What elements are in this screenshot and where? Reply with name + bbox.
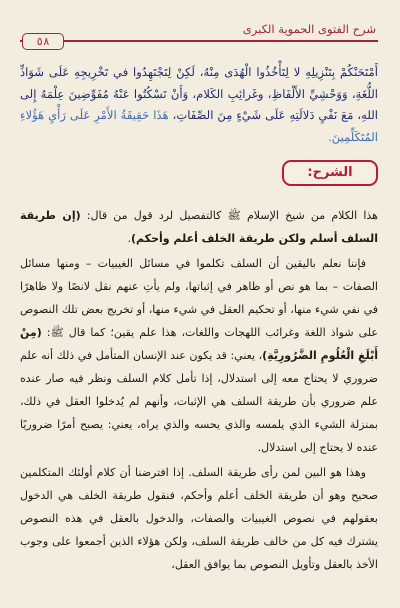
p2-text-c: ، يعني: قد يكون عند الإنسان المتأمل في ذلك أنه علم ضروري لا يحتاج معه إلى استدلال، إذا تأمل كلام السلف ونظر فيه صار عنده علم ضروري بأن طريقة السلف هي الإثبات، وأنهم لم يُدخلوا العقل في ذلك، بمنزلة الشيء الذي يلمسه والذي يحسه والذي يراه، يعني: يصبح أمرًا ضروريًا عنده لا يحتاج إلى استدلال.	[20, 349, 378, 454]
section-heading: الشرح:	[282, 160, 378, 186]
page-header	[20, 0, 378, 46]
header-rule	[20, 40, 378, 42]
p1-text-c: .	[127, 232, 132, 245]
matn-quote-highlight: هَذَا حَقِيقَةُ الأَمْرِ عَلَى رَأْيِ هَؤُلاءِ المُتَكَلِّمِينَ.	[20, 108, 378, 144]
commentary-paragraph-2	[20, 252, 378, 459]
p1-quoted-claim: (إن طريقة السلف أسلم ولكن طريقة الخلف أعلم وأحكم)	[20, 209, 378, 245]
commentary-paragraph-1	[20, 204, 378, 250]
commentary-paragraph-3: وهذا هو البين لمن رأى طريقة السلف. إذا افترضنا أن كلام أولئك المتكلمين صحيح وهو أن طريقة الخلف أعلم وأحكم، فنقول طريقة الخلف هي الدخول بعقولهم في نصوص الغيبيات والصفات، والدخول بالعقل في هذه النصوص يشترك فيه كل من خالف طريقة السلف، ولكن هؤلاء الذين أجمعوا على وجوب الأخذ بالعقل وتأويل النصوص بما يوافق العقل،	[20, 466, 378, 571]
p2-text-a: فإننا نعلم باليقين أن السلف تكلموا في مسائل الغيبيات – ومنها مسائل الصفات – بما هو نص أو ظاهر في إثباتها، ولم يأتِ عنهم نقل لانصًا ولا ظاهرًا في نفي شيء منها، أو تحكيم العقل في شيء منها، أو تخريج بعض تلك النصوص على شواذ اللغة وغرائب اللهجات واللغات، هذا علم يقين؛ كما قال ﷺ:	[20, 257, 378, 339]
running-title: شرح الفتوى الحموية الكبرى	[242, 22, 376, 36]
p1-text-a: هذا الكلام من شيخ الإسلام ﷺ كالتفصيل لرد قول من قال:	[80, 209, 378, 222]
p2-quoted-phrase: (مِنْ أَبْلَغِ الْعُلُومِ الضَّرُورِيَّةِ)	[20, 326, 378, 362]
section-heading-row	[20, 160, 378, 190]
matn-quote-part1: أَمْتَحَنْكُمْ بِتَنْزِيلِهِ لا لِتَأْخُذُوا الْهُدَى مِنْهُ، لَكِنْ لِتَجْتَهِدُوا في تَخْرِيجِهِ عَلَى شَوَاذِّ اللُّغَةِ، وَوَحْشِيِّ الأَلْفَاظِ، وغَرائِبِ الكَلام، وَأَنْ تَسْكُتُوا عَنْهُ مُفَوِّضِينَ عِلْمَهُ إِلى اللهِ، مَعَ نَفْيِ دَلالَتِهِ عَلَى شَيْءٍ مِنَ الصِّفَاتِ،	[20, 65, 378, 122]
page-number: ٥٨	[22, 33, 64, 50]
matn-quote	[20, 62, 378, 148]
